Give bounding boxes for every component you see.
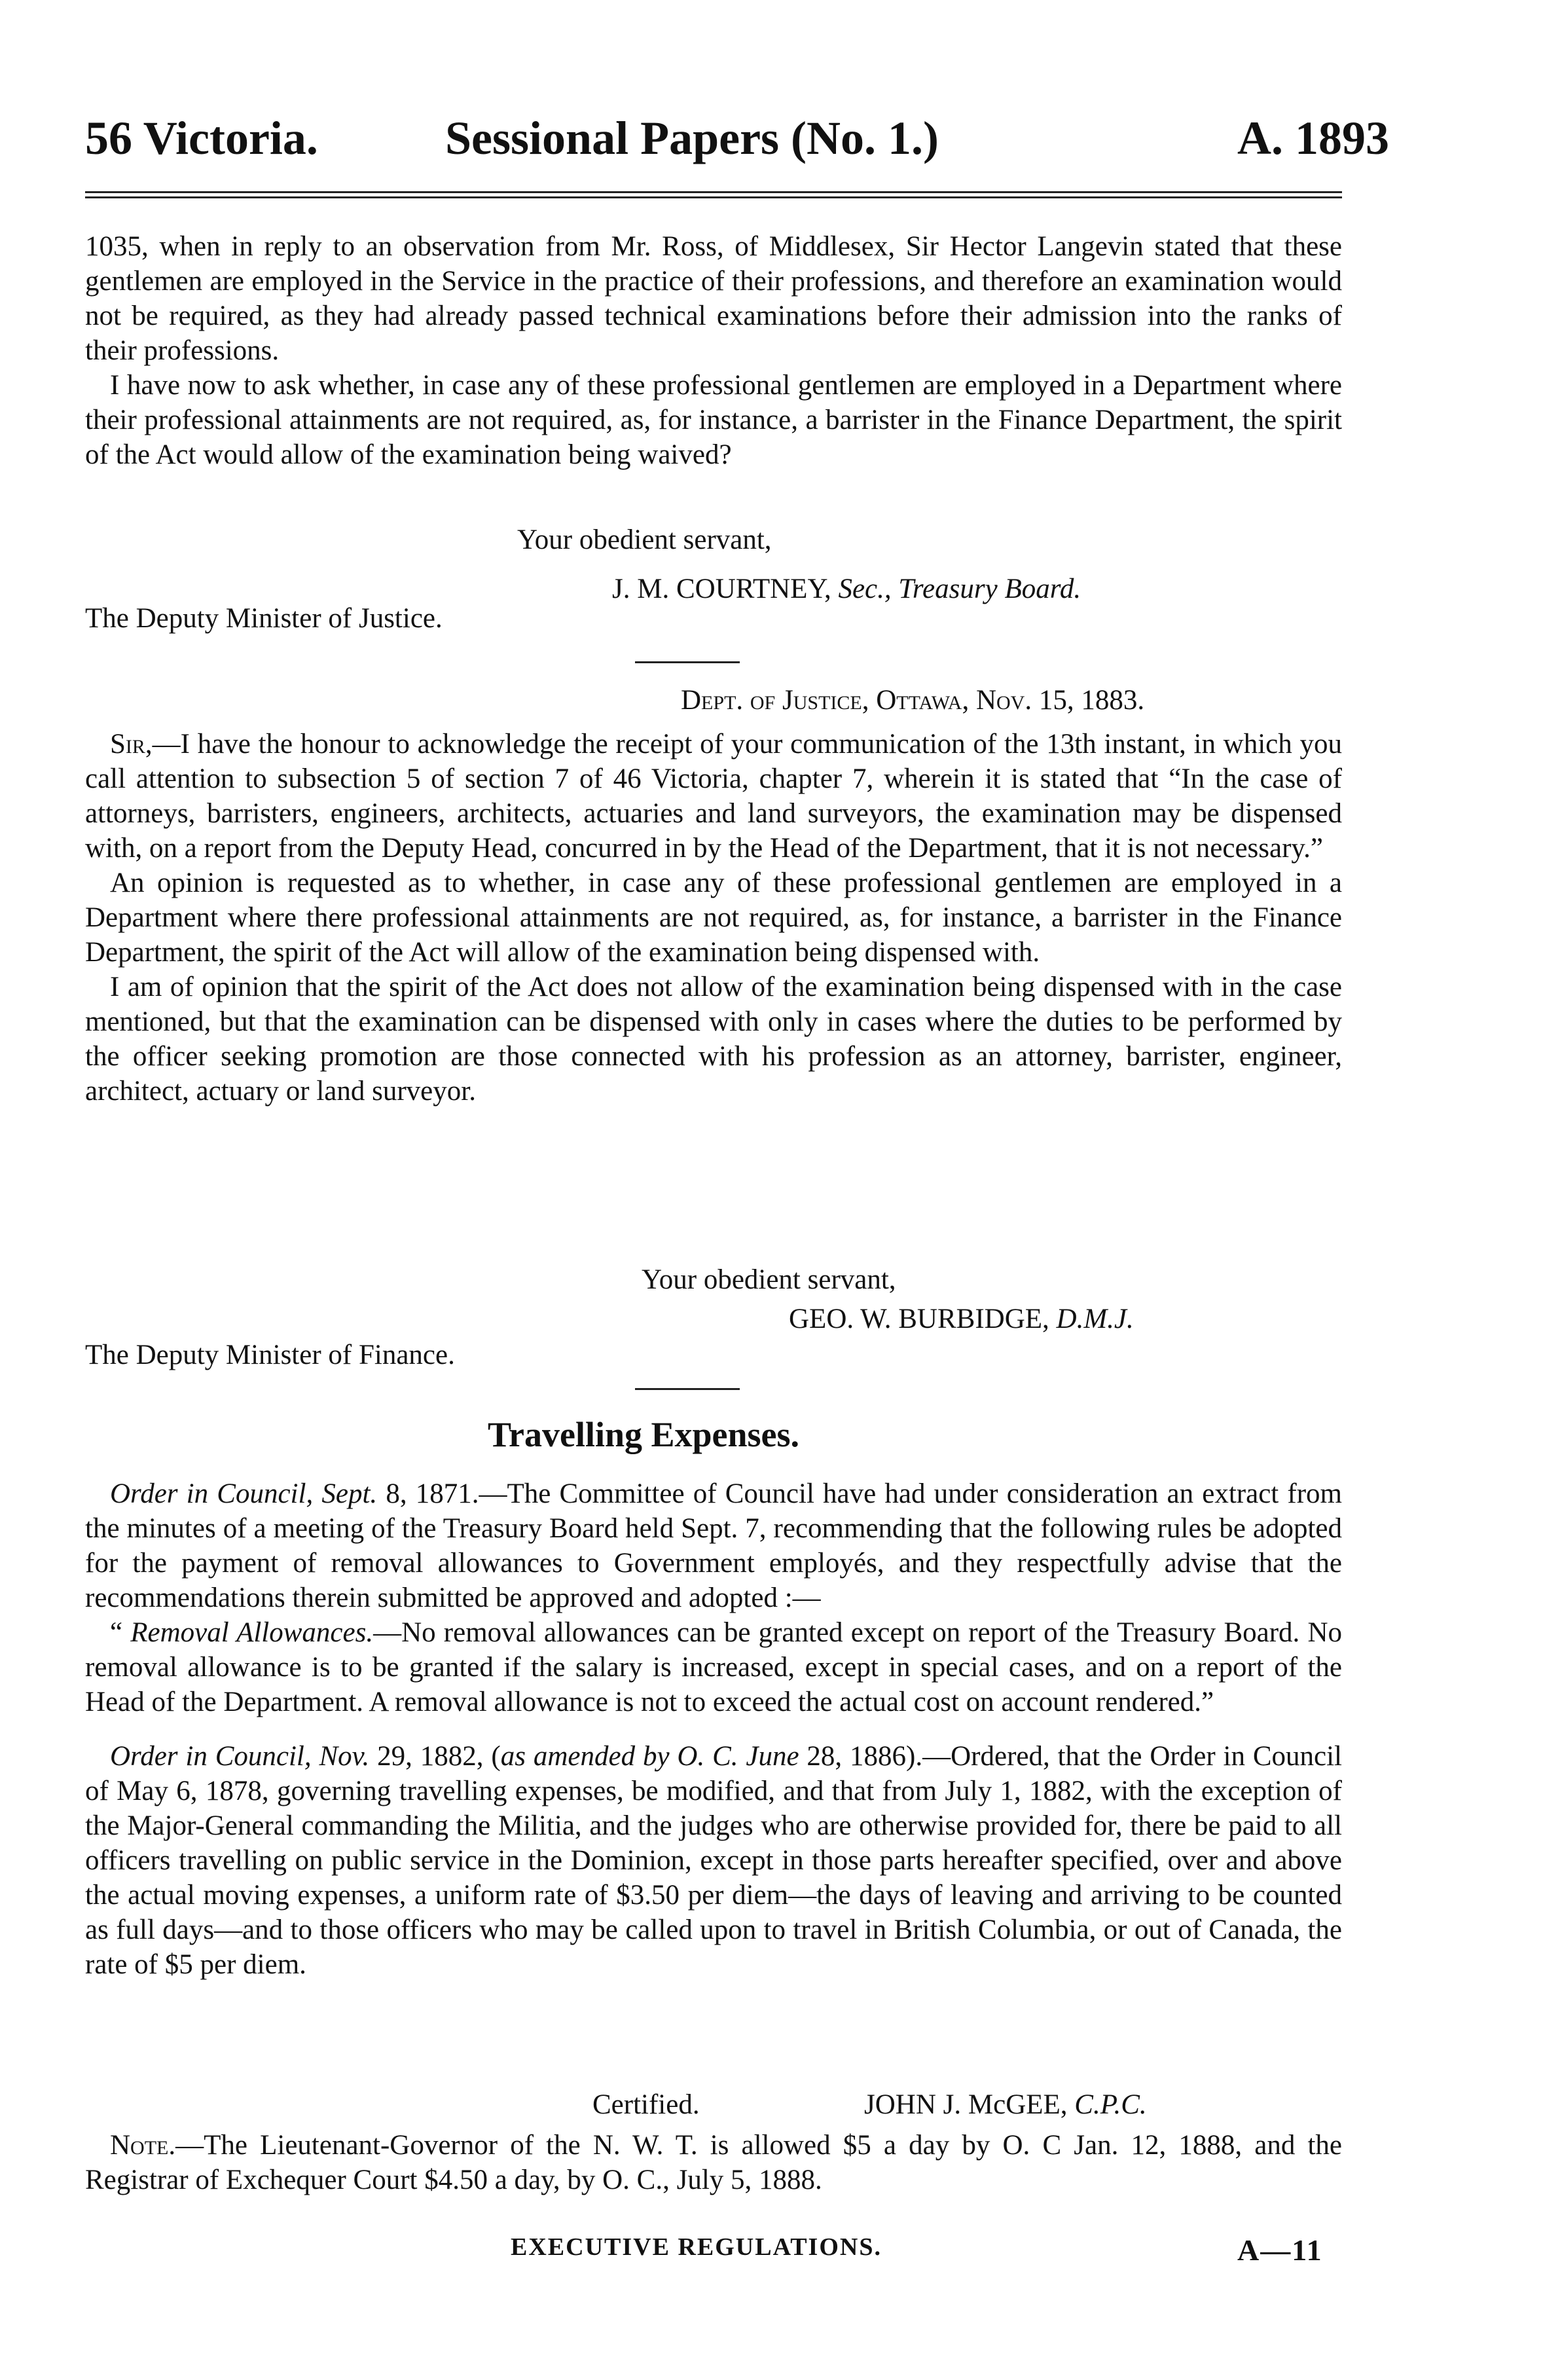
certified-name: JOHN J. McGEE, (864, 2089, 1075, 2120)
order1-heading: Order in Council, Sept. (110, 1478, 378, 1509)
letter2-paragraph-2: An opinion is requested as to whether, in case any of these professional gentlemen are employed in a Department where there professional attainments are not required, as, for instance, a barrister in the Finance Department, the spirit of the Act will allow of the examination being dispensed with. (85, 868, 1342, 968)
header-rule-bottom (85, 196, 1342, 198)
order1-text: 8, 1871.—The Committee of Council have had under consideration an extract from the minutes of a meeting of the Treasury Board held Sept. 7, recommending that the following rules be adopted for the payment of removal allowances to Government employés, and they respectfully advise that the recommendations therein submitted be approved and adopted :— (85, 1478, 1342, 1613)
letter2-body (85, 727, 1342, 1108)
footer-title: EXECUTIVE REGULATIONS. (511, 2233, 882, 2261)
letter2-dateline: Dept. of Justice, Ottawa, Nov. 15, 1883. (681, 685, 1145, 716)
letter2-paragraph-1-text: —I have the honour to acknowledge the receipt of your communication of the 13th instant, in which you call attention to subsection 5 of section 7 of 46 Victoria, chapter 7, wherein it is stated that “In the case of attorneys, barristers, engineers, architects, actuaries and land surveyors, the examination may be dispensed with, on a report from the Deputy Head, concurred in by the Head of the Department, that it is not necessary.” (85, 729, 1342, 864)
intro-paragraph-2: I have now to ask whether, in case any of these professional gentlemen are employed in a Department where their professional attainments are not required, as, for instance, a barrister in the Finance Department, the spirit of the Act would allow of the examination being waived? (85, 370, 1342, 470)
intro-section (85, 229, 1342, 472)
order1-quote (85, 1615, 1342, 1719)
letter2-signer-title: D.M.J. (1056, 1304, 1134, 1334)
order1-paragraph (85, 1476, 1342, 1615)
letter1-signer-title: Sec., Treasury Board. (838, 574, 1081, 604)
order1-quote-open: “ (110, 1617, 131, 1648)
order2-heading: Order in Council, Nov. (110, 1741, 370, 1772)
order2-amendment: as amended by O. C. June (500, 1741, 799, 1772)
header-year: A. 1893 (1237, 112, 1389, 164)
certified-title: C.P.C. (1074, 2089, 1147, 2120)
letter2-paragraph-1 (85, 727, 1342, 866)
divider-2 (635, 1388, 740, 1390)
section-title: Travelling Expenses. (488, 1415, 800, 1454)
letter2-paragraph-3: I am of opinion that the spirit of the Act does not allow of the examination being dispensed with in the case mentioned, but that the examination can be dispensed with only in cases where the duties to be performed by the officer seeking promotion are those connected with his profession as an attorney, barrister, engineer, architect, actuary or land surveyor. (85, 972, 1342, 1107)
order1-quote-heading: Removal Allowances. (130, 1617, 374, 1648)
order2-text: 28, 1886).—Ordered, that the Order in Council of May 6, 1878, governing travelling expenses, be modified, and that from July 1, 1882, with the exception of the Major-General commanding the Militia, and the judges who are otherwise provided for, there be paid to all officers travelling on public service in the Dominion, except in those parts hereafter specified, over and above the actual moving expenses, a uniform rate of $3.50 per diem—the days of leaving and arriving to be counted as full days—and to those officers who may be called upon to travel in British Columbia, or out of Canada, the rate of $5 per diem. (85, 1741, 1342, 1980)
certified-signature (864, 2089, 1147, 2121)
letter2-signer: GEO. W. BURBIDGE, (789, 1304, 1057, 1334)
header-title: Sessional Papers (No. 1.) (445, 112, 939, 164)
intro-paragraph-1: 1035, when in reply to an observation from Mr. Ross, of Middlesex, Sir Hector Langevin stated that these gentlemen are employed in the Service in the practice of their professions, and therefore an examination would not be required, as they had already passed technical examinations before their admission into the ranks of their professions. (85, 231, 1342, 366)
letter2-salutation: Sir, (110, 729, 153, 760)
letter1-signature (612, 573, 1081, 605)
header-rule-top (85, 191, 1342, 193)
note-section (85, 2128, 1342, 2197)
divider-1 (635, 661, 740, 663)
letter1-addressee: The Deputy Minister of Justice. (85, 603, 443, 634)
travelling-body (85, 1476, 1342, 1982)
note-text: —The Lieutenant-Governor of the N. W. T. is allowed $5 a day by O. C Jan. 12, 1888, and the Registrar of Exchequer Court $4.50 a day, by O. C., July 5, 1888. (85, 2130, 1342, 2195)
note-label: Note. (110, 2130, 176, 2161)
order2-paragraph (85, 1739, 1342, 1982)
letter2-addressee: The Deputy Minister of Finance. (85, 1340, 455, 1370)
letter1-signer: J. M. COURTNEY, (612, 574, 839, 604)
order1-quote-text: —No removal allowances can be granted except on report of the Treasury Board. No removal allowance is to be granted if the salary is increased, except in special cases, and on a report of the Head of the Department. A removal allowance is not to exceed the actual cost on account rendered.” (85, 1617, 1342, 1717)
letter2-signature (789, 1303, 1134, 1335)
note-paragraph (85, 2128, 1342, 2197)
header-volume: 56 Victoria. (85, 112, 318, 164)
order2-date: 29, 1882, ( (369, 1741, 501, 1772)
certified-label: Certified. (592, 2089, 700, 2120)
letter2-closing: Your obedient servant, (642, 1264, 896, 1295)
letter1-closing: Your obedient servant, (517, 524, 772, 555)
footer-page-number: A—11 (1237, 2233, 1323, 2267)
